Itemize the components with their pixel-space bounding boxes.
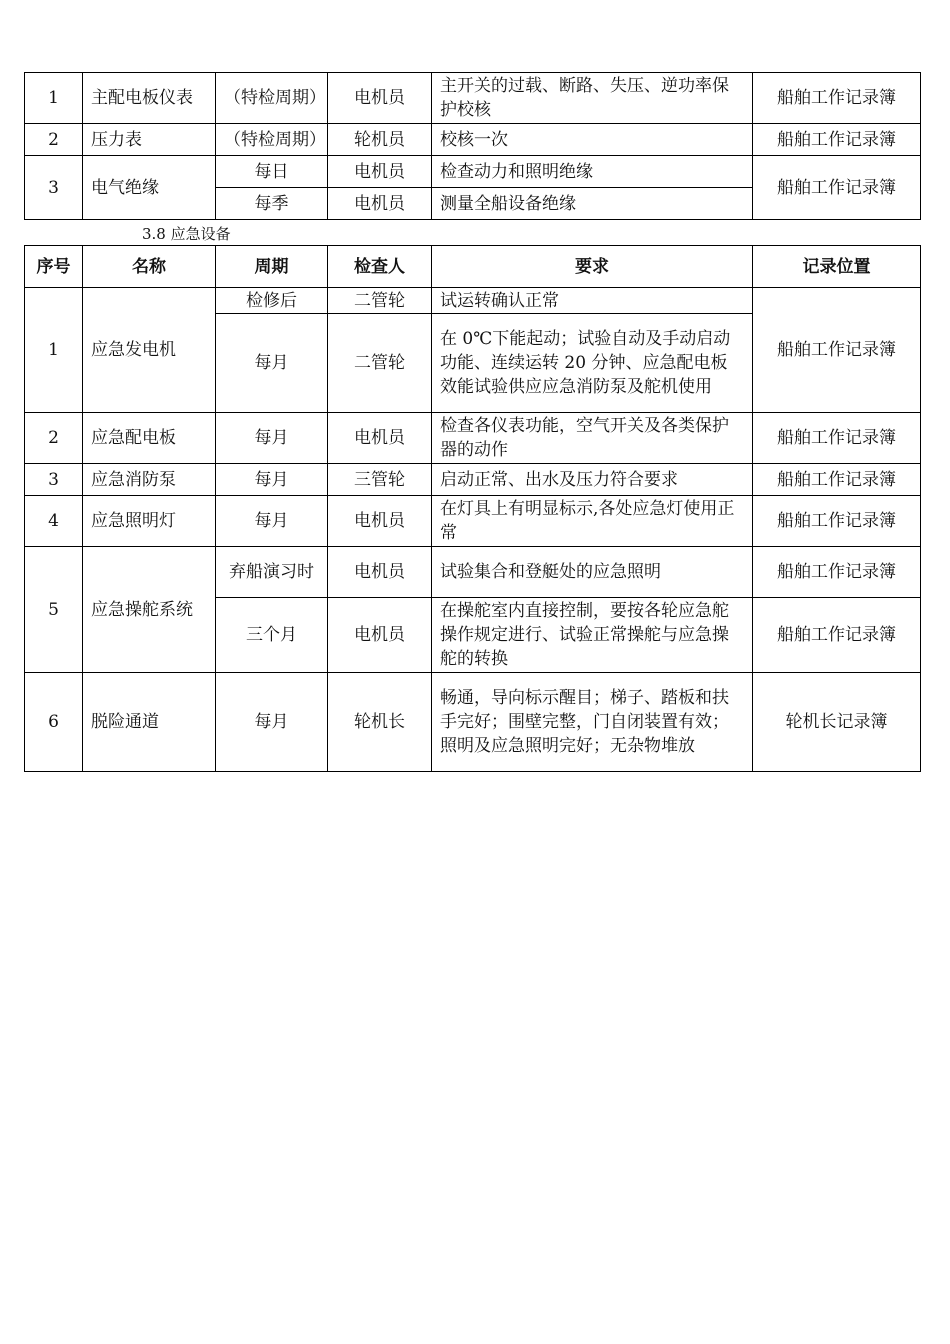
section-heading: 3.8 应急设备: [142, 225, 231, 243]
item-requirement: 校核一次: [432, 124, 753, 156]
item-period: 每日: [216, 156, 328, 188]
item-record-location: 船舶工作记录簿: [753, 413, 921, 464]
row-number: 2: [25, 413, 83, 464]
item-period: 每月: [216, 673, 328, 772]
item-requirement: 测量全船设备绝缘: [432, 188, 753, 220]
item-period: 弃船演习时: [216, 547, 328, 598]
item-period: 每季: [216, 188, 328, 220]
item-inspector: 二管轮: [328, 288, 432, 314]
item-requirement: 启动正常、出水及压力符合要求: [432, 464, 753, 496]
header-name: 名称: [83, 246, 216, 288]
item-inspector: 电机员: [328, 73, 432, 124]
row-number: 2: [25, 124, 83, 156]
table-header-row: [25, 246, 921, 288]
row-number: 3: [25, 156, 83, 220]
item-inspector: 电机员: [328, 413, 432, 464]
item-inspector: 电机员: [328, 156, 432, 188]
item-requirement: 主开关的过载、断路、失压、逆功率保护校核: [432, 73, 753, 124]
table-row: [25, 673, 921, 772]
item-inspector: 电机员: [328, 547, 432, 598]
item-requirement: 检查各仪表功能，空气开关及各类保护器的动作: [432, 413, 753, 464]
item-name: 应急配电板: [83, 413, 216, 464]
table-row: [25, 413, 921, 464]
item-name: 应急操舵系统: [83, 547, 216, 673]
table-row: [25, 156, 921, 188]
item-record-location: 船舶工作记录簿: [753, 598, 921, 673]
header-requirement: 要求: [432, 246, 753, 288]
item-inspector: 三管轮: [328, 464, 432, 496]
table-row: [25, 464, 921, 496]
row-number: 3: [25, 464, 83, 496]
item-record-location: 轮机长记录簿: [753, 673, 921, 772]
table-row: [25, 124, 921, 156]
item-record-location: 船舶工作记录簿: [753, 124, 921, 156]
table-row: [25, 496, 921, 547]
item-period: 每月: [216, 496, 328, 547]
item-name: 脱险通道: [83, 673, 216, 772]
item-requirement: 在灯具上有明显标示,各处应急灯使用正常: [432, 496, 753, 547]
item-requirement: 畅通，导向标示醒目；梯子、踏板和扶手完好；围壁完整，门自闭装置有效；照明及应急照明完好；无杂物堆放: [432, 673, 753, 772]
row-number: 6: [25, 673, 83, 772]
table-row: [25, 547, 921, 598]
item-name: 电气绝缘: [83, 156, 216, 220]
item-period: 三个月: [216, 598, 328, 673]
header-inspector: 检查人: [328, 246, 432, 288]
row-number: 4: [25, 496, 83, 547]
item-requirement: 试运转确认正常: [432, 288, 753, 314]
row-number: 1: [25, 73, 83, 124]
table-row: [25, 73, 921, 124]
header-no: 序号: [25, 246, 83, 288]
item-period: 每月: [216, 464, 328, 496]
item-inspector: 电机员: [328, 188, 432, 220]
item-requirement: 在 0℃下能起动；试验自动及手动启动功能、连续运转 20 分钟、应急配电板效能试验供应应急消防泵及舵机使用: [432, 314, 753, 413]
item-inspector: 电机员: [328, 598, 432, 673]
item-record-location: 船舶工作记录簿: [753, 156, 921, 220]
item-name: 应急发电机: [83, 288, 216, 413]
header-period: 周期: [216, 246, 328, 288]
item-inspector: 电机员: [328, 496, 432, 547]
table-row: [25, 288, 921, 314]
item-requirement: 在操舵室内直接控制，要按各轮应急舵操作规定进行、试验正常操舵与应急操舵的转换: [432, 598, 753, 673]
item-name: 应急照明灯: [83, 496, 216, 547]
item-requirement: 检查动力和照明绝缘: [432, 156, 753, 188]
item-period: 检修后: [216, 288, 328, 314]
item-period: （特检周期）: [216, 73, 328, 124]
item-period: 每月: [216, 314, 328, 413]
item-record-location: 船舶工作记录簿: [753, 288, 921, 413]
item-period: （特检周期）: [216, 124, 328, 156]
item-record-location: 船舶工作记录簿: [753, 496, 921, 547]
item-name: 主配电板仪表: [83, 73, 216, 124]
item-inspector: 轮机员: [328, 124, 432, 156]
row-number: 5: [25, 547, 83, 673]
inspection-table-continued: [24, 72, 921, 220]
item-record-location: 船舶工作记录簿: [753, 464, 921, 496]
emergency-equipment-table: [24, 245, 921, 772]
item-inspector: 轮机长: [328, 673, 432, 772]
item-record-location: 船舶工作记录簿: [753, 73, 921, 124]
item-name: 压力表: [83, 124, 216, 156]
row-number: 1: [25, 288, 83, 413]
item-name: 应急消防泵: [83, 464, 216, 496]
item-requirement: 试验集合和登艇处的应急照明: [432, 547, 753, 598]
item-record-location: 船舶工作记录簿: [753, 547, 921, 598]
item-period: 每月: [216, 413, 328, 464]
item-inspector: 二管轮: [328, 314, 432, 413]
header-record: 记录位置: [753, 246, 921, 288]
